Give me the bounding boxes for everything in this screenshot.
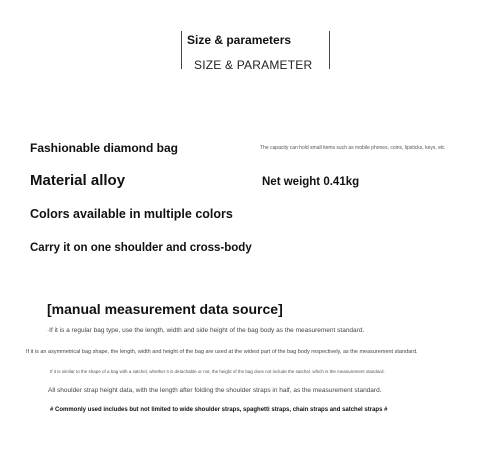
net-weight-label: Net weight 0.41kg	[262, 176, 360, 188]
capacity-note: The capacity can hold small items such as mobile phones, coins, lipsticks, keys, etc	[260, 145, 445, 151]
section-subtitle: SIZE & PARAMETER	[194, 58, 313, 72]
measurement-note-shoulder-strap: All shoulder strap height data, with the length after folding the shoulder straps in half, as the measurement standard.	[48, 387, 382, 394]
carry-style-label: Carry it on one shoulder and cross-body	[30, 242, 252, 254]
material-label: Material alloy	[30, 172, 126, 189]
measurement-note-satchel: If it is similar to the shape of a bag with a satchel, whether it is detachable or not, the height of the bag does not include the satchel, which is the measurement standard.	[50, 369, 385, 374]
measurement-note-regular: ·If it is a regular bag type, use the length, width and side height of the bag body as the measurement standard.	[47, 327, 365, 334]
section-title: Size & parameters	[187, 33, 292, 47]
measurement-note-strap-types: # Commonly used includes but not limited to wide shoulder straps, spaghetti straps, chain straps and satchel straps #	[50, 407, 388, 413]
colors-label: Colors available in multiple colors	[30, 207, 233, 221]
header-right-divider	[329, 31, 330, 69]
product-name: Fashionable diamond bag	[30, 141, 179, 155]
measurement-title: [manual measurement data source]	[47, 301, 283, 317]
measurement-note-asymmetrical: If it is an asymmetrical bag shape, the length, width and height of the bag are used at the widest part of the bag body respectively, as the measurement standard.	[26, 349, 418, 355]
header-left-divider	[181, 31, 182, 69]
